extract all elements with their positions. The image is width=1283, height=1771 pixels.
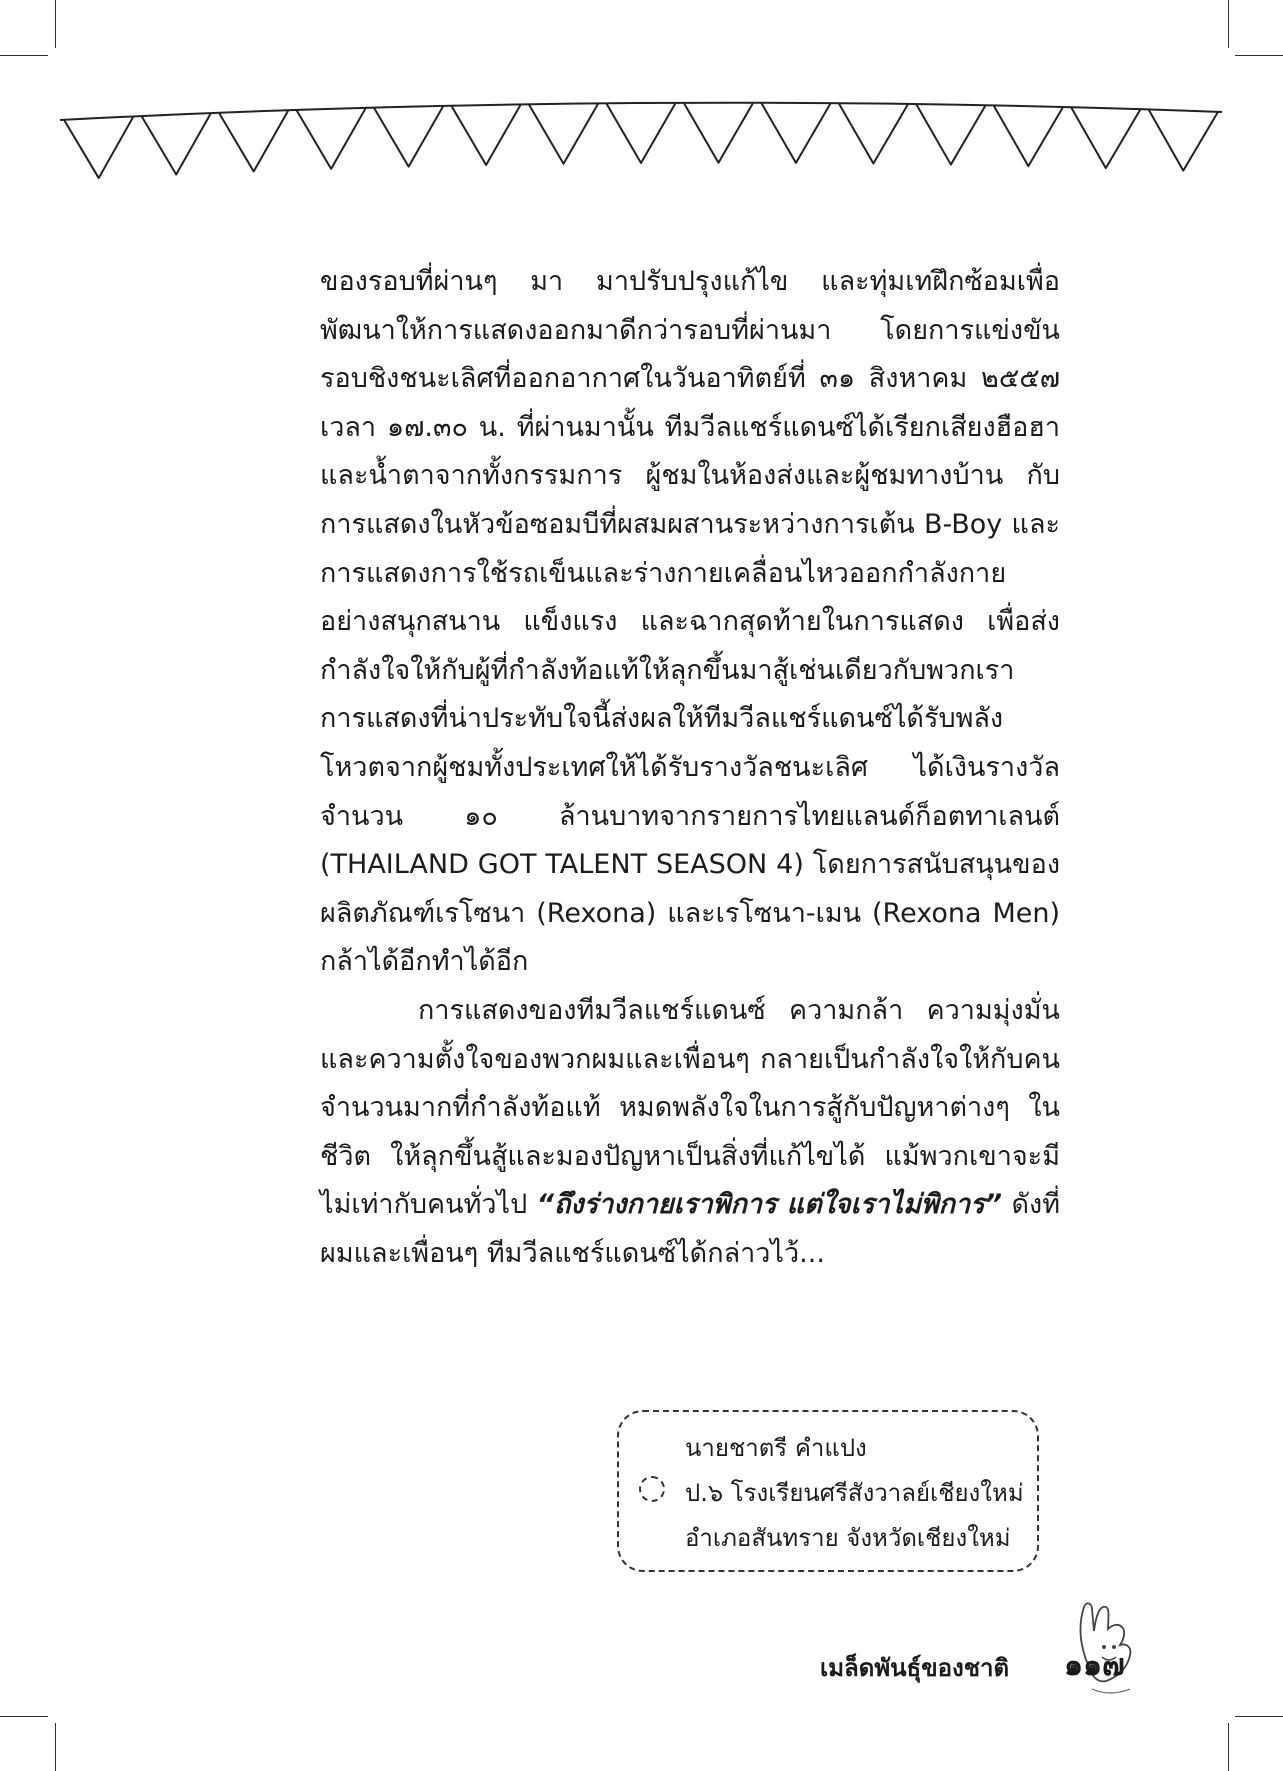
- bunting-flag: [684, 103, 753, 163]
- crop-mark-bottom-right-h: [1235, 1716, 1283, 1717]
- bunting-flag: [529, 103, 598, 163]
- bunting-flags-decoration: [0, 0, 1283, 200]
- bunting-string: [60, 103, 1222, 120]
- paragraph-2-ending: ดังที่ผมและเพื่อนๆ ทีมวีลแชร์แดนซ์ได้กล่าวไว้...: [320, 1189, 1060, 1269]
- author-school: ป.๖ โรงเรียนศรีสังวาลย์เชียงใหม่: [685, 1479, 1024, 1507]
- bunting-flag: [296, 108, 365, 169]
- bunting-flag: [374, 106, 443, 167]
- bunting-flags: [64, 103, 1218, 178]
- article-body: [320, 258, 1060, 1278]
- bunting-flag: [839, 103, 908, 163]
- bunting-flag: [64, 116, 133, 178]
- bunting-flag: [1071, 107, 1140, 168]
- crop-mark-bottom-left-v: [55, 1723, 56, 1771]
- page-number: ๑๑๗: [1064, 1648, 1125, 1683]
- bunting-flag: [916, 104, 985, 165]
- highlighted-quote: “ถึงร่างกายเราพิการ แต่ใจเราไม่พิการ”: [536, 1189, 1003, 1221]
- dashed-circle-icon: [639, 1476, 665, 1502]
- bunting-flag: [451, 104, 520, 165]
- bunting-flag: [1149, 109, 1218, 170]
- crop-mark-bottom-left-h: [0, 1716, 48, 1717]
- paragraph-1: ของรอบที่ผ่านๆ มา มาปรับปรุงแก้ไข และทุ่มเทฝึกซ้อมเพื่อพัฒนาให้การแสดงออกมาดีกว่ารอบที่ผ่านมา โดยการแข่งขันรอบชิงชนะเลิศที่ออกอากาศในวันอาทิตย์ที่ ๓๑ สิงหาคม ๒๕๕๗ เวลา ๑๗.๓๐ น. ที่ผ่านมานั้น ทีมวีลแชร์แดนซ์ได้เรียกเสียงฮือฮา และน้ำตาจากทั้งกรรมการ ผู้ชมในห้องส่งและผู้ชมทางบ้าน กับการแสดงในหัวข้อซอมบีที่ผสมผสานระหว่างการเต้น B-Boy และการแสดงการใช้รถเข็นและร่างกายเคลื่อนไหวออกกำลังกายอย่างสนุกสนาน แข็งแรง และฉากสุดท้ายในการแสดง เพื่อส่งกำลังใจให้กับผู้ที่กำลังท้อแท้ให้ลุกขึ้นมาสู้เช่นเดียวกับพวกเรา การแสดงที่น่าประทับใจนี้ส่งผลให้ทีมวีลแชร์แดนซ์ได้รับพลังโหวตจากผู้ชมทั้งประเทศให้ได้รับรางวัลชนะเลิศ ได้เงินรางวัลจำนวน ๑๐ ล้านบาทจากรายการไทยแลนด์ก็อตทาเลนต์ (THAILAND GOT TALENT SEASON 4) โดยการสนับสนุนของผลิตภัณฑ์เรโซนา (Rexona) และเรโซนา-เมน (Rexona Men) กล้าได้อีกทำได้อีก: [320, 266, 1060, 978]
- author-name: นายชาตรี คำแปง: [685, 1434, 867, 1462]
- bunting-flag: [141, 113, 210, 174]
- book-title: เมล็ดพันธุ์ของชาติ: [820, 1654, 1010, 1682]
- bunting-flag: [994, 105, 1063, 166]
- author-location: อำเภอสันทราย จังหวัดเชียงใหม่: [685, 1524, 1011, 1552]
- bunting-flag: [606, 103, 675, 163]
- crop-mark-bottom-right-v: [1228, 1723, 1229, 1771]
- paragraph-2: [320, 987, 1060, 1279]
- paragraph-2-text: การแสดงของทีมวีลแชร์แดนซ์ ความกล้า ความมุ่งมั่นและความตั้งใจของพวกผมและเพื่อนๆ กลายเป็นกำลังใจให้กับคนจำนวนมากที่กำลังท้อแท้ หมดพลังใจในการสู้กับปัญหาต่างๆ ในชีวิต ให้ลุกขึ้นสู้และมองปัญหาเป็นสิ่งที่แก้ไขได้ แม้พวกเขาจะมีไม่เท่ากับคนทั่วไป: [320, 994, 1060, 1221]
- author-lines: [685, 1426, 1024, 1561]
- bunting-flag: [761, 103, 830, 163]
- author-credit-box: [617, 1410, 1039, 1572]
- bunting-flag: [219, 110, 288, 171]
